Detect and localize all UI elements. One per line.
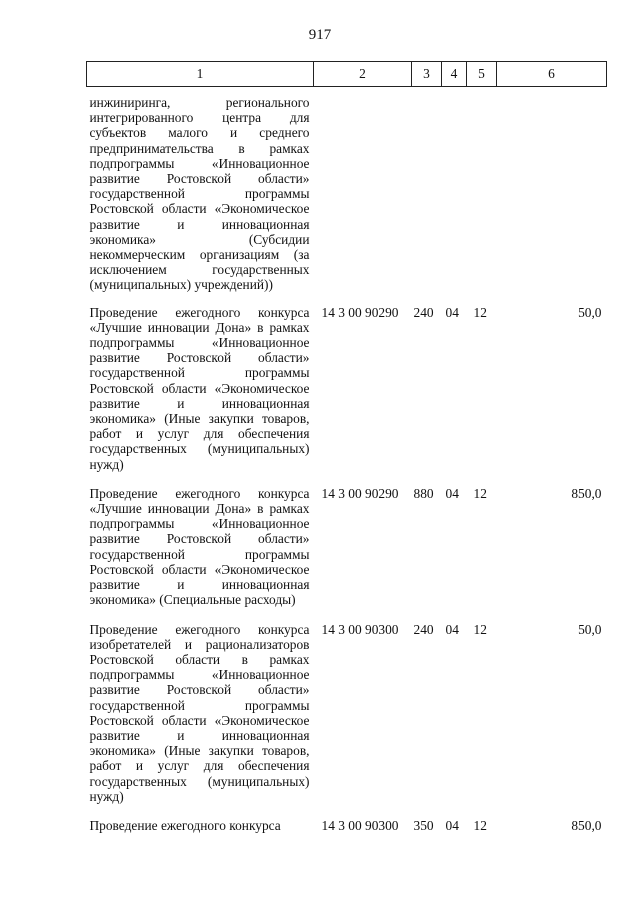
row-expense-type: 880 [413,485,434,501]
row-description: Проведение ежегодного конкурса изобретателей и рационализаторов Ростовской области в рамках подпрограммы «Инновационное развитие Ростовской области» государственной программы Ростовской области «Экономическое развитие и инновационная экономика» (Иные закупки товаров, работ и услуг для обеспечения государственных (муниципальных) нужд) [89,621,310,804]
budget-table [86,61,607,847]
row-target-code: 14 3 00 90290 [321,304,399,320]
row-amount: 850,0 [571,485,602,501]
table-row [87,818,607,847]
row-subsection: 12 [473,817,487,833]
row-amount: 50,0 [578,304,602,320]
page-number: 917 [308,27,332,43]
table-header-row [87,62,607,87]
table-row-continuation [87,87,607,305]
row-expense-type: 240 [413,621,434,637]
column-header-5: 5 [467,62,497,87]
row-description: инжиниринга, регионального интегрированного центра для субъектов малого и среднего предпринимательства в рамках подпрограммы «Инновационное развитие Ростовской области» государственной программы Ростовской области «Экономическое развитие и инновационная экономика» (Субсидии некоммерческим организациям (за исключением государственных (муниципальных) учреждений)) [89,95,310,293]
row-expense-type: 240 [413,304,434,320]
table-row [87,305,607,486]
row-section: 04 [445,304,459,320]
column-header-1: 1 [87,62,314,87]
row-description: Проведение ежегодного конкурса [89,817,281,833]
row-subsection: 12 [473,621,487,637]
column-header-4: 4 [442,62,467,87]
row-subsection: 12 [473,485,487,501]
row-amount: 850,0 [571,817,602,833]
row-target-code: 14 3 00 90300 [321,817,399,833]
row-section: 04 [445,817,459,833]
row-subsection: 12 [473,304,487,320]
table-row [87,622,607,818]
column-header-3: 3 [412,62,442,87]
row-section: 04 [445,621,459,637]
column-header-2: 2 [314,62,412,87]
table-row [87,486,607,622]
row-section: 04 [445,485,459,501]
row-amount: 50,0 [578,621,602,637]
row-target-code: 14 3 00 90300 [321,621,399,637]
row-description: Проведение ежегодного конкурса «Лучшие инновации Дона» в рамках подпрограммы «Инновационное развитие Ростовской области» государственной программы Ростовской области «Экономическое развитие и инновационная экономика» (Иные закупки товаров, работ и услуг для обеспечения государственных (муниципальных) нужд) [89,304,310,472]
row-description: Проведение ежегодного конкурса «Лучшие инновации Дона» в рамках подпрограммы «Инновационное развитие Ростовской области» государственной программы Ростовской области «Экономическое развитие и инновационная экономика» (Специальные расходы) [89,485,310,608]
row-expense-type: 350 [413,817,434,833]
column-header-6: 6 [497,62,607,87]
row-target-code: 14 3 00 90290 [321,485,399,501]
